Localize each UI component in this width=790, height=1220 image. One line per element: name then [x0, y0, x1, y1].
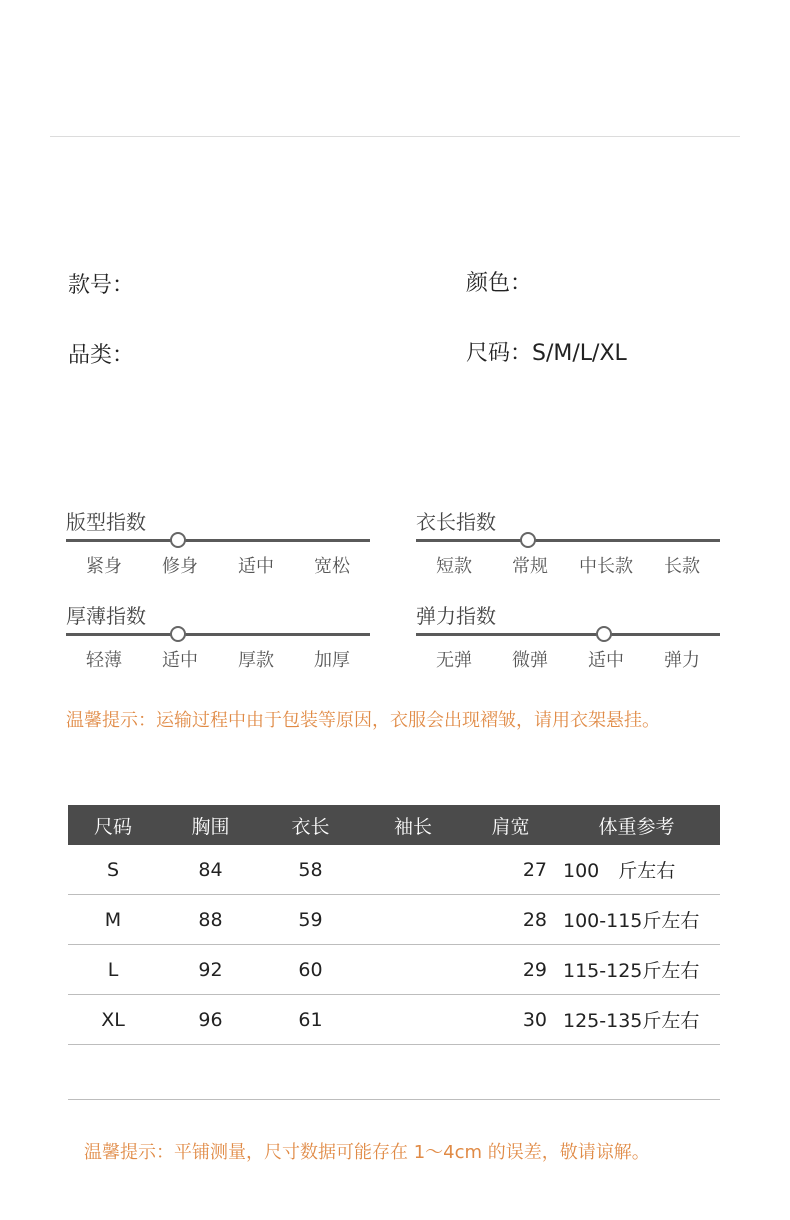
size-value: S/M/L/XL: [532, 341, 627, 366]
top-divider: [50, 136, 740, 137]
header-length: 衣长: [291, 815, 330, 838]
color-label: 颜色：: [466, 271, 533, 296]
elasticity-option: 弹力: [664, 650, 700, 671]
header-sleeve: 袖长: [393, 815, 432, 838]
cell-weight: 100 斤左右: [563, 860, 676, 882]
fit-option: 紧身: [86, 556, 122, 577]
table-row: [68, 895, 720, 945]
cell-shoulder: 28: [522, 908, 547, 931]
thickness-option: 适中: [162, 650, 198, 671]
thickness-index-track: [66, 633, 370, 636]
color-field: [466, 266, 532, 297]
style-number-field: [68, 268, 134, 299]
fit-option: 适中: [238, 556, 274, 577]
cell-size: L: [107, 958, 119, 981]
elasticity-index-title: 弹力指数: [416, 604, 496, 628]
elasticity-index-knob: [596, 626, 612, 642]
size-field: [466, 336, 627, 367]
length-index-track: [416, 539, 720, 542]
cell-size: S: [106, 858, 120, 881]
length-option: 中长款: [579, 556, 633, 577]
style-number-label: 款号：: [68, 273, 135, 298]
bottom-divider: [68, 1099, 720, 1100]
category-field: [68, 338, 134, 369]
fit-option: 宽松: [314, 556, 350, 577]
length-index-knob: [520, 532, 536, 548]
elasticity-option: 适中: [588, 650, 624, 671]
thickness-option: 加厚: [314, 650, 350, 671]
thickness-option: 轻薄: [86, 650, 122, 671]
cell-chest: 96: [198, 1008, 223, 1031]
table-row: [68, 945, 720, 995]
length-option: 长款: [664, 556, 700, 577]
thickness-index-knob: [170, 626, 186, 642]
fit-index: [66, 506, 370, 586]
fit-index-knob: [170, 532, 186, 548]
size-label: 尺码：: [466, 341, 533, 366]
shipping-tip: 温馨提示：运输过程中由于包装等原因，衣服会出现褶皱，请用衣架悬挂。: [66, 710, 660, 731]
cell-weight: 125-135斤左右: [563, 1010, 700, 1032]
fit-option: 修身: [162, 556, 198, 577]
category-label: 品类：: [68, 343, 135, 368]
cell-shoulder: 27: [522, 858, 547, 881]
thickness-index: [66, 600, 370, 680]
cell-chest: 88: [198, 908, 223, 931]
cell-length: 60: [298, 958, 323, 981]
table-row: [68, 845, 720, 895]
measurement-tip: 温馨提示：平铺测量，尺寸数据可能存在 1～4cm 的误差，敬请谅解。: [84, 1142, 650, 1163]
elasticity-index: [416, 600, 720, 680]
size-table: [68, 805, 720, 1045]
header-weight: 体重参考: [598, 815, 675, 838]
table-row: [68, 995, 720, 1045]
cell-shoulder: 29: [522, 958, 547, 981]
length-index-title: 衣长指数: [416, 510, 496, 534]
fit-index-title: 版型指数: [66, 510, 146, 534]
cell-shoulder: 30: [522, 1008, 547, 1031]
cell-length: 61: [298, 1008, 323, 1031]
header-size: 尺码: [93, 815, 132, 838]
cell-weight: 115-125斤左右: [563, 960, 700, 982]
elasticity-option: 无弹: [436, 650, 472, 671]
thickness-index-title: 厚薄指数: [66, 604, 146, 628]
header-shoulder: 肩宽: [491, 815, 530, 838]
thickness-option: 厚款: [238, 650, 274, 671]
length-index: [416, 506, 720, 586]
cell-size: M: [104, 908, 122, 931]
cell-weight: 100-115斤左右: [563, 910, 700, 932]
cell-chest: 84: [198, 858, 223, 881]
size-table-header: [68, 805, 720, 845]
cell-length: 58: [298, 858, 323, 881]
elasticity-index-track: [416, 633, 720, 636]
length-option: 短款: [436, 556, 472, 577]
cell-chest: 92: [198, 958, 223, 981]
header-chest: 胸围: [191, 815, 230, 838]
elasticity-option: 微弹: [512, 650, 548, 671]
length-option: 常规: [512, 556, 548, 577]
cell-length: 59: [298, 908, 323, 931]
cell-size: XL: [101, 1008, 125, 1031]
fit-index-track: [66, 539, 370, 542]
